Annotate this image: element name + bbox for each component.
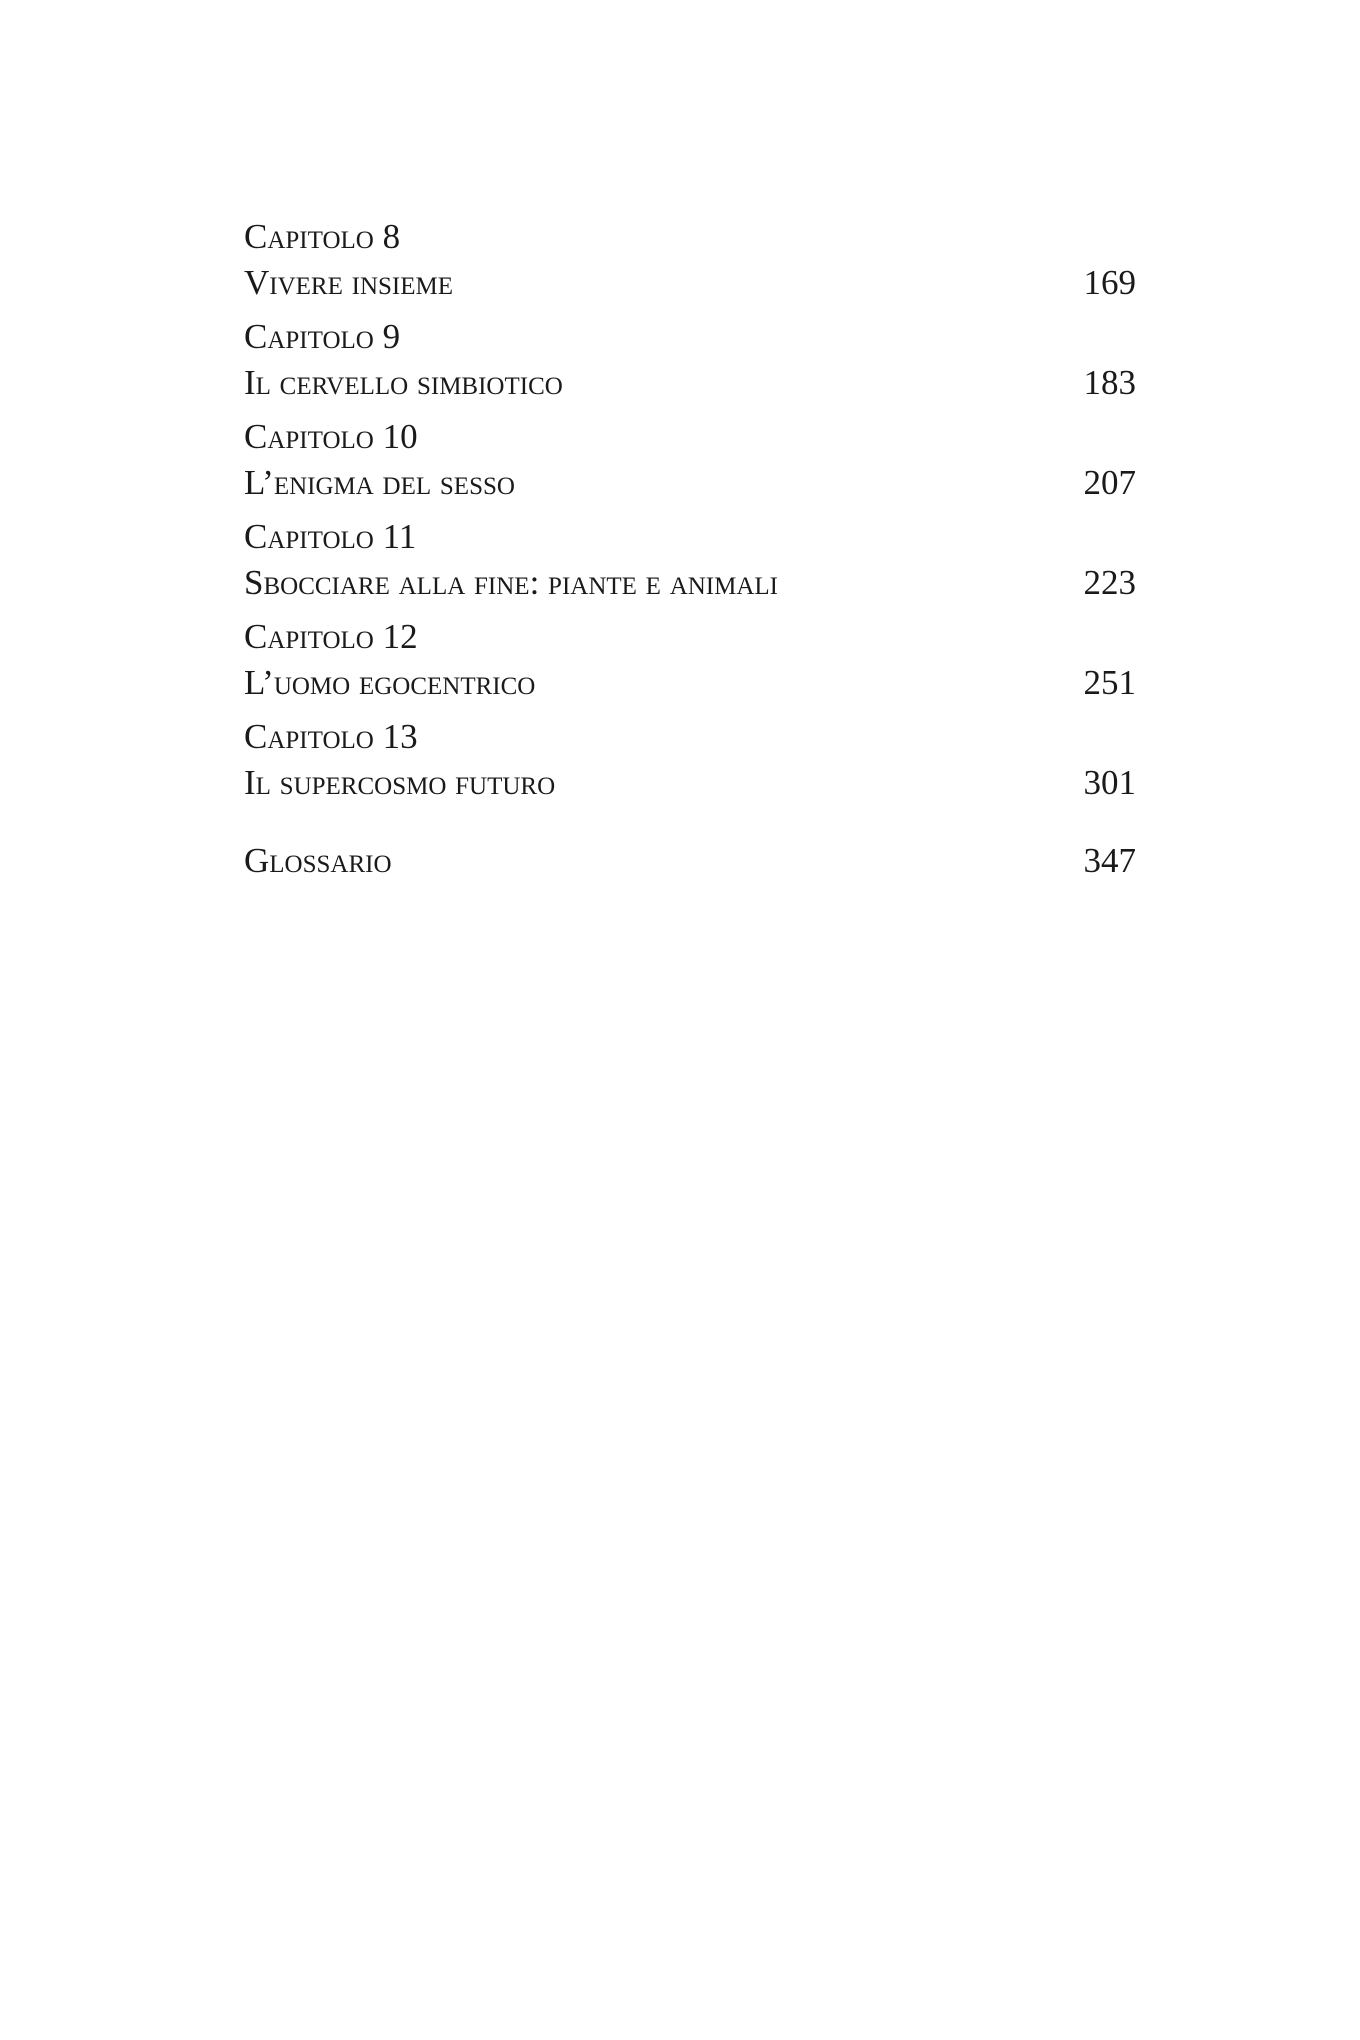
chapter-title: Vivere insieme xyxy=(244,263,454,302)
toc-entry-chapter-9 xyxy=(244,314,1136,406)
page-number: 347 xyxy=(1083,841,1136,880)
chapter-label: Capitolo 12 xyxy=(244,617,418,656)
page-number: 251 xyxy=(1083,663,1136,702)
table-of-contents xyxy=(244,214,1136,892)
toc-entry-chapter-8 xyxy=(244,214,1136,306)
chapter-title: Il cervello simbiotico xyxy=(244,363,563,402)
chapter-title: Il supercosmo futuro xyxy=(244,763,556,802)
chapter-label: Capitolo 11 xyxy=(244,517,417,556)
toc-entry-glossary xyxy=(244,838,1136,884)
toc-entry-chapter-11 xyxy=(244,514,1136,606)
chapter-title-row xyxy=(244,760,1136,806)
glossary-title: Glossario xyxy=(244,841,392,880)
glossary-title-row xyxy=(244,838,1136,884)
chapter-title-row xyxy=(244,660,1136,706)
page-number: 301 xyxy=(1083,763,1136,802)
page-number: 223 xyxy=(1083,563,1136,602)
chapter-label: Capitolo 9 xyxy=(244,317,401,356)
page-number: 183 xyxy=(1083,363,1136,402)
toc-entry-chapter-13 xyxy=(244,714,1136,806)
page-number: 207 xyxy=(1083,463,1136,502)
chapter-title-row xyxy=(244,560,1136,606)
chapter-title: Sbocciare alla fine: piante e animali xyxy=(244,563,779,602)
chapter-title: L’uomo egocentrico xyxy=(244,663,536,702)
chapter-title-row xyxy=(244,360,1136,406)
chapter-label: Capitolo 10 xyxy=(244,417,418,456)
page-number: 169 xyxy=(1083,263,1136,302)
toc-entry-chapter-10 xyxy=(244,414,1136,506)
chapter-title-row xyxy=(244,260,1136,306)
chapter-title: L’enigma del sesso xyxy=(244,463,515,502)
chapter-label: Capitolo 8 xyxy=(244,217,401,256)
chapter-label: Capitolo 13 xyxy=(244,717,418,756)
chapter-title-row xyxy=(244,460,1136,506)
toc-entry-chapter-12 xyxy=(244,614,1136,706)
